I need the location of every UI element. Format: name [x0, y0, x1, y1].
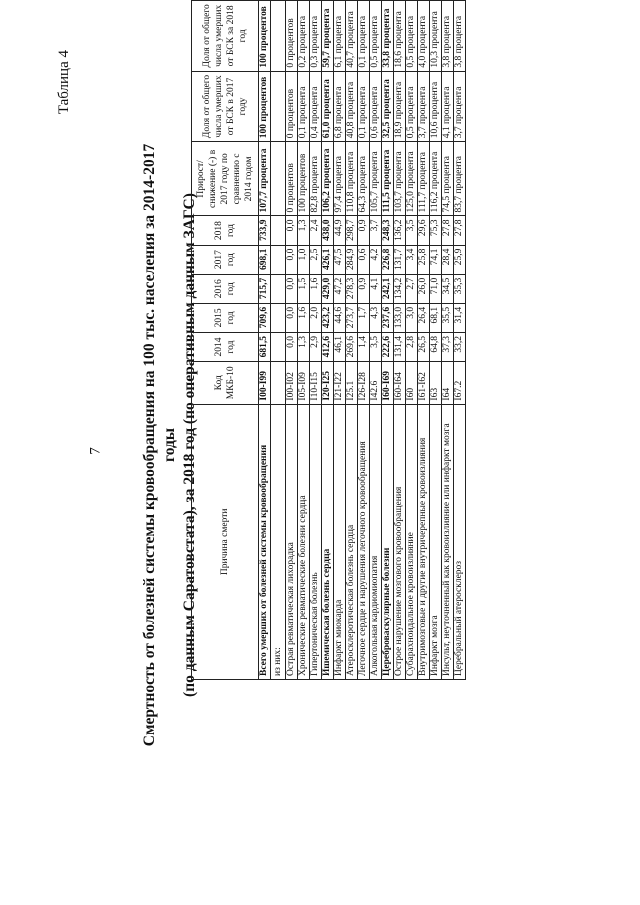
header-2018: 2018 год	[192, 216, 259, 245]
cell-y2018: 733,9	[259, 216, 271, 245]
cell-y2018: 136,2	[394, 216, 406, 245]
cell-code: I60-I64	[394, 362, 406, 405]
cell-y2015: 423,2	[322, 303, 334, 332]
cell-change: 107,7 процента	[259, 142, 271, 216]
cell-y2018: 0,0	[286, 216, 298, 245]
cell-y2016: 35,3	[454, 274, 466, 303]
cell-share2017: 3,7 процента	[454, 71, 466, 142]
empty-cell	[271, 216, 286, 245]
empty-cell	[271, 274, 286, 303]
cell-y2018: 2,4	[310, 216, 322, 245]
cell-y2014: 64,8	[430, 332, 442, 361]
cell-y2016: 2,7	[406, 274, 418, 303]
cell-cause: Субарахноидальное кровоизлияние	[406, 404, 418, 679]
cell-share2018: 0,1 процента	[358, 1, 370, 72]
cell-share2017: 0,5 процента	[406, 71, 418, 142]
page-number: 7	[87, 447, 104, 455]
cell-cause: Алкогольная кардиомиопатия	[370, 404, 382, 679]
cell-y2017: 2,5	[310, 245, 322, 274]
cell-y2017: 3,4	[406, 245, 418, 274]
cell-y2015: 133,0	[394, 303, 406, 332]
header-2015: 2015 год	[192, 303, 259, 332]
cell-y2016: 429,0	[322, 274, 334, 303]
header-cause: Причина смерти	[192, 404, 259, 679]
cell-y2015: 1,6	[298, 303, 310, 332]
cell-cause: Внутримозговые и другие внутричерепные кровоизлияния	[418, 404, 430, 679]
cell-y2018: 0,9	[358, 216, 370, 245]
cell-change: 116,2 процента	[430, 142, 442, 216]
cell-change: 100 процентов	[298, 142, 310, 216]
cell-share2018: 18,6 процента	[394, 1, 406, 72]
cell-y2015: 44,6	[334, 303, 346, 332]
cell-y2015: 0,0	[286, 303, 298, 332]
cell-y2014: 1,4	[358, 332, 370, 361]
cell-share2018: 3,8 процента	[454, 1, 466, 72]
cell-y2016: 47,2	[334, 274, 346, 303]
table-row	[259, 1, 271, 680]
empty-cell	[271, 1, 286, 72]
cell-code: I60	[406, 362, 418, 405]
cell-y2016: 1,5	[298, 274, 310, 303]
cell-change: 103,7 процента	[394, 142, 406, 216]
table-header-row	[192, 1, 259, 680]
cell-share2017: 0,4 процента	[310, 71, 322, 142]
cell-cause: Острая ревматическая лихорадка	[286, 404, 298, 679]
cell-code: I67.2	[454, 362, 466, 405]
cell-y2018: 29,6	[418, 216, 430, 245]
cell-cause: Острое нарушение мозгового кровообращения	[394, 404, 406, 679]
cell-cause: Инфаркт мозга	[430, 404, 442, 679]
table-row	[430, 1, 442, 680]
cell-y2017: 1,0	[298, 245, 310, 274]
cell-share2018: 59,7 процента	[322, 1, 334, 72]
cell-share2018: 100 процентов	[259, 1, 271, 72]
cell-y2018: 3,7	[370, 216, 382, 245]
cell-y2014: 2,9	[310, 332, 322, 361]
cell-y2015: 273,7	[346, 303, 358, 332]
header-share-2018: Доля от общего числа умерших от БСК за 2018 год	[192, 1, 259, 72]
table-row	[442, 1, 454, 680]
table-row	[382, 1, 394, 680]
header-change: Прирост/снижение (-) в 2017 году по сравнению с 2014 годом	[192, 142, 259, 216]
cell-cause: Цереброваскулярные болезни	[382, 404, 394, 679]
table-row	[334, 1, 346, 680]
cell-cause: Инсульт, неуточненный как кровоизлияние или инфаркт мозга	[442, 404, 454, 679]
cell-y2016: 0,9	[358, 274, 370, 303]
cell-change: 0 процентов	[286, 142, 298, 216]
table-row	[418, 1, 430, 680]
cell-share2018: 3,8 процента	[442, 1, 454, 72]
cell-y2015: 237,6	[382, 303, 394, 332]
header-code: Код МКБ-10	[192, 362, 259, 405]
cell-y2016: 134,2	[394, 274, 406, 303]
title-line-2: (по данным Саратовстата), за 2018 год (по оперативным данным ЗАГС)	[181, 193, 198, 697]
cell-code: I05-I09	[298, 362, 310, 405]
empty-cell	[271, 303, 286, 332]
table-row	[322, 1, 334, 680]
cell-cause: Хронические ревматические болезни сердца	[298, 404, 310, 679]
cell-change: 111,7 процента	[418, 142, 430, 216]
table-row	[298, 1, 310, 680]
cell-change: 97,4 процента	[334, 142, 346, 216]
cell-code: I00-I99	[259, 362, 271, 405]
empty-cell	[271, 362, 286, 405]
cell-y2017: 698,1	[259, 245, 271, 274]
cell-share2017: 0 процентов	[286, 71, 298, 142]
cell-share2018: 10,3 процента	[430, 1, 442, 72]
cell-y2014: 269,6	[346, 332, 358, 361]
cell-share2018: 40,7 процента	[346, 1, 358, 72]
cell-share2018: 0,3 процента	[310, 1, 322, 72]
cell-change: 74,5 процента	[442, 142, 454, 216]
header-2016: 2016 год	[192, 274, 259, 303]
cell-y2014: 222,6	[382, 332, 394, 361]
cell-share2017: 6,8 процента	[334, 71, 346, 142]
cell-y2014: 46,1	[334, 332, 346, 361]
empty-cell	[271, 332, 286, 361]
cell-change: 106,2 процента	[322, 142, 334, 216]
cell-share2018: 0,2 процента	[298, 1, 310, 72]
cell-change: 110,8 процента	[346, 142, 358, 216]
table-row	[346, 1, 358, 680]
cell-share2018: 33,8 процента	[382, 1, 394, 72]
cell-change: 82,8 процента	[310, 142, 322, 216]
cell-y2017: 25,9	[454, 245, 466, 274]
cell-cause: Гипертоническая болезнь	[310, 404, 322, 679]
cell-y2018: 248,3	[382, 216, 394, 245]
cell-code: I42.6	[370, 362, 382, 405]
cell-y2018: 3,5	[406, 216, 418, 245]
cell-share2017: 0,1 процента	[358, 71, 370, 142]
cell-share2018: 0,5 процента	[370, 1, 382, 72]
cell-cause: Всего умерших от болезней системы кровообращения	[259, 404, 271, 679]
cell-share2018: 4,0 процента	[418, 1, 430, 72]
title-line-1: Смертность от болезней системы кровообращения на 100 тыс. населения за 2014-2017 годы	[141, 143, 178, 747]
cell-code: I20-I25	[322, 362, 334, 405]
cell-y2014: 2,8	[406, 332, 418, 361]
cell-y2014: 26,5	[418, 332, 430, 361]
table-row	[406, 1, 418, 680]
cell-cause: Церебральный атеросклероз	[454, 404, 466, 679]
cell-y2014: 33,2	[454, 332, 466, 361]
cell-y2016: 34,5	[442, 274, 454, 303]
cell-y2018: 1,3	[298, 216, 310, 245]
cell-share2017: 0,1 процента	[298, 71, 310, 142]
cell-y2015: 1,7	[358, 303, 370, 332]
cell-y2016: 4,1	[370, 274, 382, 303]
cell-y2016: 278,3	[346, 274, 358, 303]
cell-change: 83,7 процента	[454, 142, 466, 216]
cell-share2017: 4,1 процента	[442, 71, 454, 142]
cell-cause: Атеросклеротическая болезнь сердца	[346, 404, 358, 679]
cell-y2015: 709,6	[259, 303, 271, 332]
cell-share2018: 0,5 процента	[406, 1, 418, 72]
cell-y2017: 131,7	[394, 245, 406, 274]
header-2014: 2014 год	[192, 332, 259, 361]
cell-cause: Инфаркт миокарда	[334, 404, 346, 679]
cell-code: I63	[430, 362, 442, 405]
cell-y2016: 26,0	[418, 274, 430, 303]
cell-y2018: 27,8	[454, 216, 466, 245]
empty-cell	[271, 245, 286, 274]
cell-share2017: 100 процентов	[259, 71, 271, 142]
cell-y2017: 74,1	[430, 245, 442, 274]
table-row	[286, 1, 298, 680]
cell-code: I26-I28	[358, 362, 370, 405]
cell-share2017: 18,9 процента	[394, 71, 406, 142]
cell-y2015: 3,0	[406, 303, 418, 332]
cell-y2017: 226,8	[382, 245, 394, 274]
cell-y2017: 426,1	[322, 245, 334, 274]
cell-change: 125,0 процента	[406, 142, 418, 216]
table-row	[394, 1, 406, 680]
header-2017: 2017 год	[192, 245, 259, 274]
cell-y2017: 28,4	[442, 245, 454, 274]
cell-y2018: 298,7	[346, 216, 358, 245]
table-row	[454, 1, 466, 680]
cell-y2015: 68,1	[430, 303, 442, 332]
cell-change: 105,7 процента	[370, 142, 382, 216]
cell-y2015: 2,0	[310, 303, 322, 332]
cell-y2016: 242,1	[382, 274, 394, 303]
cell-y2016: 715,7	[259, 274, 271, 303]
cell-y2018: 44,9	[334, 216, 346, 245]
cell-share2017: 10,6 процента	[430, 71, 442, 142]
cell-y2018: 75,3	[430, 216, 442, 245]
cell-code: I25.1	[346, 362, 358, 405]
cell-y2018: 438,0	[322, 216, 334, 245]
cell-y2018: 27,8	[442, 216, 454, 245]
table-label: Таблица 4	[56, 50, 72, 115]
empty-cell	[271, 71, 286, 142]
cell-share2017: 61,0 процента	[322, 71, 334, 142]
cell-y2016: 0,0	[286, 274, 298, 303]
cell-cause: Легочное сердце и нарушения легочного кровообращения	[358, 404, 370, 679]
subheading: из них:	[271, 404, 286, 679]
cell-code: I21-I22	[334, 362, 346, 405]
cell-y2014: 1,3	[298, 332, 310, 361]
table-row	[310, 1, 322, 680]
cell-y2014: 131,4	[394, 332, 406, 361]
cell-y2016: 1,6	[310, 274, 322, 303]
cell-y2016: 71,0	[430, 274, 442, 303]
cell-y2015: 35,5	[442, 303, 454, 332]
cell-y2017: 4,2	[370, 245, 382, 274]
cell-code: I61-I62	[418, 362, 430, 405]
cell-change: 64,3 процента	[358, 142, 370, 216]
cell-code: I64	[442, 362, 454, 405]
header-share-2017: Доля от общего числа умерших от БСК в 2017 году	[192, 71, 259, 142]
cell-share2017: 32,5 процента	[382, 71, 394, 142]
cell-code: I00-I02	[286, 362, 298, 405]
cell-code: I60-I69	[382, 362, 394, 405]
cell-y2017: 0,0	[286, 245, 298, 274]
table-row	[358, 1, 370, 680]
cell-change: 111,5 процента	[382, 142, 394, 216]
cell-y2017: 47,5	[334, 245, 346, 274]
subheading-row	[271, 1, 286, 680]
cell-y2014: 0,0	[286, 332, 298, 361]
cell-share2017: 40,8 процента	[346, 71, 358, 142]
empty-cell	[271, 142, 286, 216]
cell-share2017: 0,6 процента	[370, 71, 382, 142]
cell-code: I10-I15	[310, 362, 322, 405]
cell-y2017: 25,8	[418, 245, 430, 274]
cell-y2015: 4,3	[370, 303, 382, 332]
cell-y2017: 0,6	[358, 245, 370, 274]
table-row	[370, 1, 382, 680]
cell-y2014: 412,6	[322, 332, 334, 361]
cell-y2015: 31,4	[454, 303, 466, 332]
cell-y2014: 3,5	[370, 332, 382, 361]
cell-share2018: 0 процентов	[286, 1, 298, 72]
cell-y2014: 37,3	[442, 332, 454, 361]
cell-y2014: 681,5	[259, 332, 271, 361]
mortality-table	[191, 0, 466, 680]
cell-share2017: 3,7 процента	[418, 71, 430, 142]
cell-share2018: 6,1 процента	[334, 1, 346, 72]
cell-y2015: 26,4	[418, 303, 430, 332]
cell-y2017: 284,9	[346, 245, 358, 274]
cell-cause: Ишемическая болезнь сердца	[322, 404, 334, 679]
